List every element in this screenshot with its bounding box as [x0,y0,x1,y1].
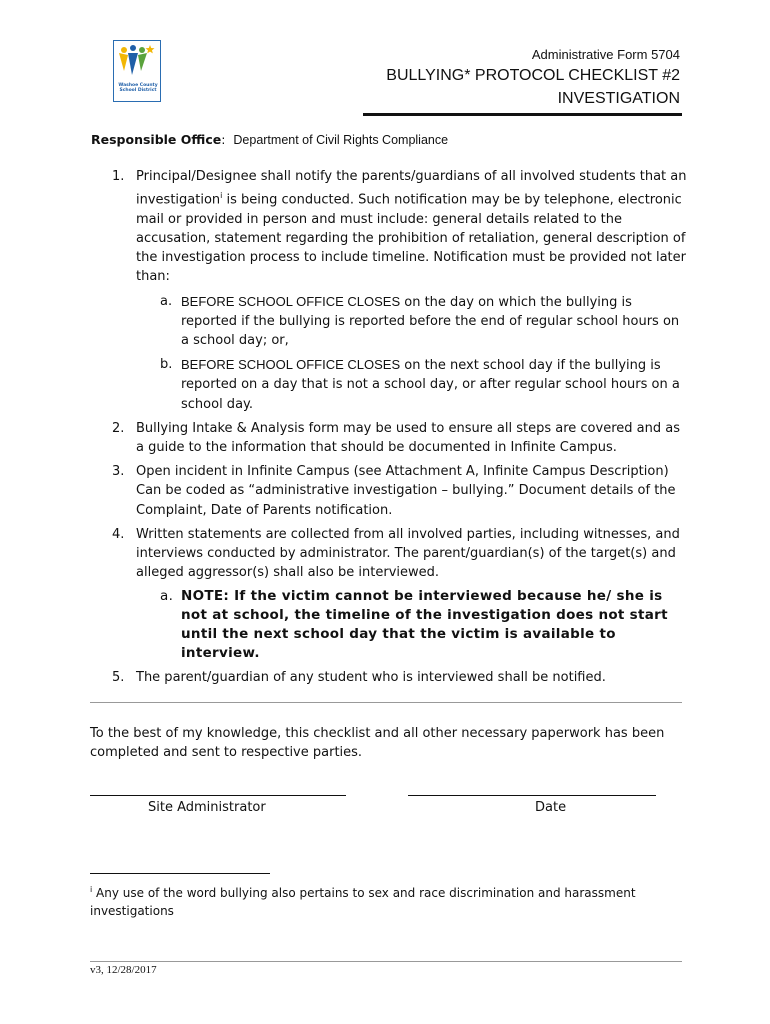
item-number: 1. [112,169,125,184]
checklist [90,167,690,693]
item-number: 4. [112,526,125,542]
page-title: BULLYING* PROTOCOL CHECKLIST #2 [386,67,680,84]
item-number: 2. [112,420,125,436]
footnote-mark: i [90,885,93,894]
version-label: v3, 12/28/2017 [90,964,157,976]
date-label: Date [535,800,567,815]
district-logo [113,40,161,102]
list-item [90,419,690,457]
site-administrator-label: Site Administrator [148,800,266,815]
sub-item-letter: a. [160,293,173,309]
list-item [90,525,690,583]
responsible-office-colon: : [221,132,226,147]
item-number: 3. [112,464,125,480]
sub-item [90,292,690,351]
responsible-office-label: Responsible Office [91,132,222,147]
list-item [90,668,690,687]
sub-item-emphasis: BEFORE SCHOOL OFFICE CLOSES [181,293,401,309]
footnote-reference: i [220,191,223,201]
title-divider [363,113,682,116]
footnote-divider [90,873,270,874]
item-text: is being conducted. Such notification may be by telephone, electronic mail or provided in person and must include: general details related to the accusation, statement regarding the prohibition of retaliation, general description of the investigation process to include timeline. Notification must be provided not later than: [136,192,686,285]
signature-line-date [408,795,656,796]
sub-item [90,355,690,414]
sub-item-letter: b. [160,357,173,373]
version-divider [90,961,682,962]
note-text: NOTE: If the victim cannot be interviewed because he/ she is not at school, the timeline of the investigation does not start until the next school day that the victim is available to interview. [181,588,668,662]
note-letter: a. [160,588,174,605]
section-divider [90,702,682,703]
responsible-office-value: Department of Civil Rights Compliance [233,133,449,147]
logo-text: Washoe County School District [118,83,158,93]
list-item [90,462,690,520]
footnote-text: Any use of the word bullying also pertains to sex and race discrimination and harassment investigations [90,886,636,918]
signature-line-administrator [90,795,346,796]
logo-figures-icon [114,41,160,83]
sub-item-text: on the next school day if the bullying is reported on a day that is not a school day, or after regular school hours on a school day. [181,358,680,412]
closing-statement: To the best of my knowledge, this checklist and all other necessary paperwork has been completed and sent to respective parties. [90,726,665,760]
footnote [90,881,690,920]
item-text: Bullying Intake & Analysis form may be used to ensure all steps are covered and as a guide to the information that should be documented in Infinite Campus. [136,420,680,455]
sub-item-text: on the day on which the bullying is reported if the bullying is reported before the end of regular school hours on a school day; or, [181,294,680,348]
list-item [90,167,690,287]
page-subtitle: INVESTIGATION [557,90,680,107]
item-number: 5. [112,670,125,686]
responsible-office [91,132,448,147]
item-text: Open incident in Infinite Campus (see Attachment A, Infinite Campus Description) Can be coded as “administrative investigation – bullying.” Document details of the Complaint, Date of Parents notification. [136,464,676,518]
note-item [90,587,690,663]
sub-item-emphasis: BEFORE SCHOOL OFFICE CLOSES [181,357,401,373]
item-text: Written statements are collected from all involved parties, including witnesses, and interviews conducted by administrator. The parent/guardian(s) of the target(s) and alleged aggressor(s) shall also be interviewed. [136,526,680,581]
item-text: The parent/guardian of any student who is interviewed shall be notified. [136,670,606,686]
item-text: Principal/Designee shall notify the parents/guardians of all involved students that an investigation [136,169,687,208]
form-number: Administrative Form 5704 [531,47,680,62]
